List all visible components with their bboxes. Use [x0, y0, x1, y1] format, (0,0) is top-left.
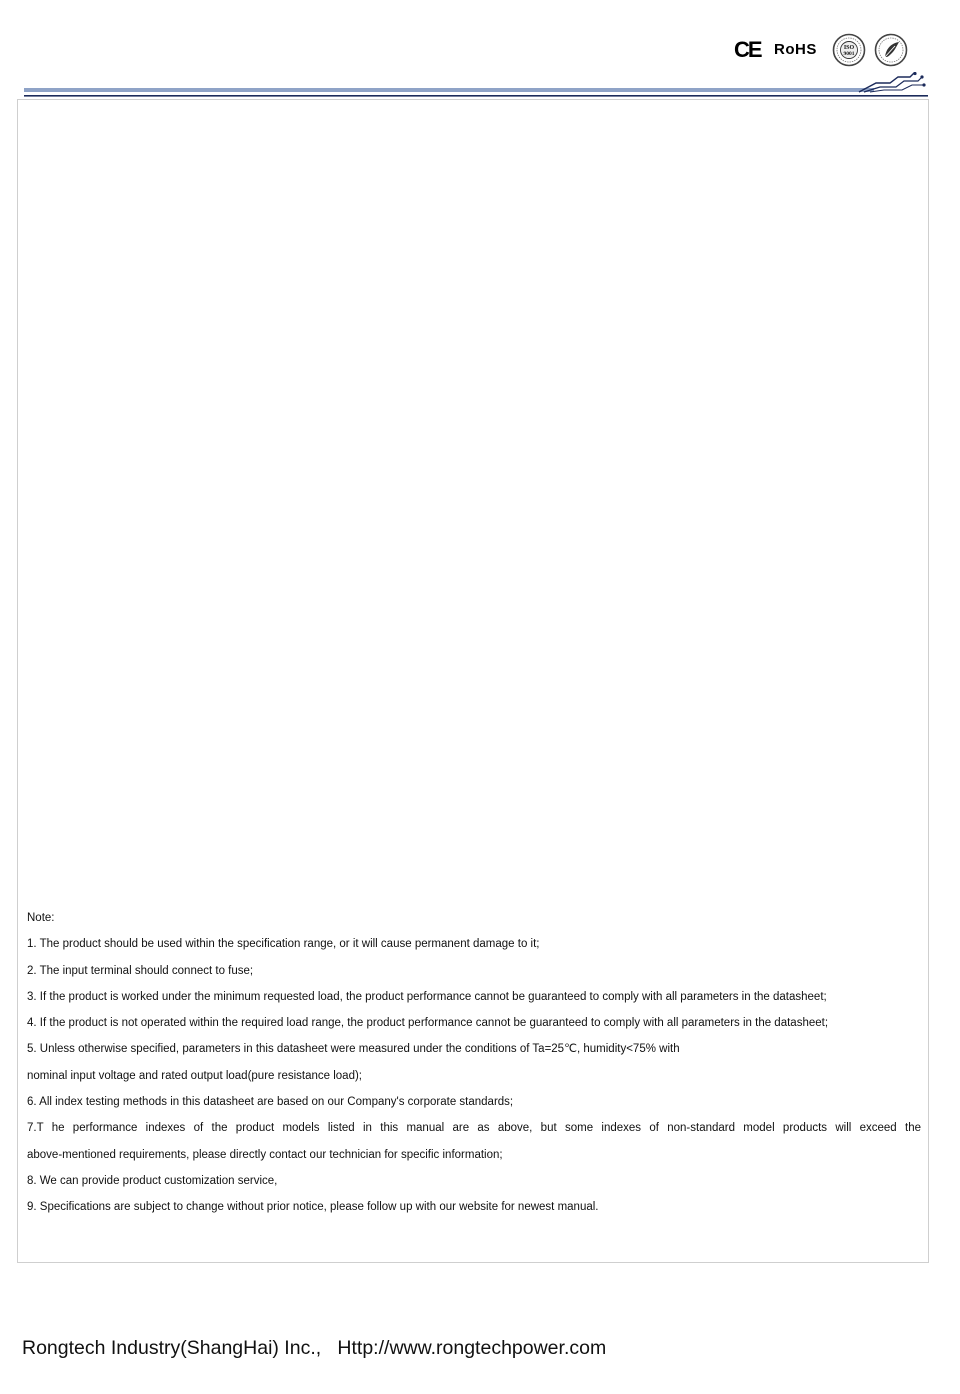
note-item: nominal input voltage and rated output load(pure resistance load);: [27, 1069, 362, 1082]
note-item: 4. If the product is not operated within the required load range, the product performance cannot be guaranteed to comply with all parameters in the datasheet;: [27, 1017, 829, 1030]
ce-mark-icon: CE: [734, 37, 761, 62]
iso9001-seal-icon: [832, 33, 866, 67]
note-item: 6. All index testing methods in this datasheet are based on our Company's corporate standards;: [27, 1096, 514, 1109]
svg-text:ISO: ISO: [843, 45, 855, 51]
note-item: above-mentioned requirements, please directly contact our technician for specific information;: [27, 1148, 503, 1161]
footer-website[interactable]: Http://www.rongtechpower.com: [337, 1337, 607, 1359]
note-item: 3. If the product is worked under the minimum requested load, the product performance cannot be guaranteed to comply with all parameters in the datasheet;: [27, 990, 827, 1003]
notes-section: [27, 905, 921, 1221]
note-item: 9. Specifications are subject to change without prior notice, please follow up with our website for newest manual.: [27, 1201, 599, 1214]
note-item: 2. The input terminal should connect to fuse;: [27, 964, 254, 977]
green-product-seal-icon: [874, 33, 908, 67]
footer-company: Rongtech Industry(ShangHai) Inc.,: [22, 1337, 322, 1359]
note-item: 5. Unless otherwise specified, parameters in this datasheet were measured under the conditions of Ta=25℃, humidity<75% with: [27, 1043, 680, 1056]
note-item: 7.T he performance indexes of the product models listed in this manual are as above, but some indexes of non-standard model products will exceed the: [27, 1122, 921, 1135]
footer: [22, 1337, 606, 1360]
notes-title: Note:: [27, 912, 55, 924]
rohs-mark-icon: RoHS: [774, 41, 817, 58]
note-item: 8. We can provide product customization service,: [27, 1174, 278, 1187]
note-item: 1. The product should be used within the specification range, or it will cause permanent damage to it;: [27, 938, 540, 951]
certification-logos: [734, 33, 924, 69]
svg-text:9001: 9001: [843, 51, 855, 57]
